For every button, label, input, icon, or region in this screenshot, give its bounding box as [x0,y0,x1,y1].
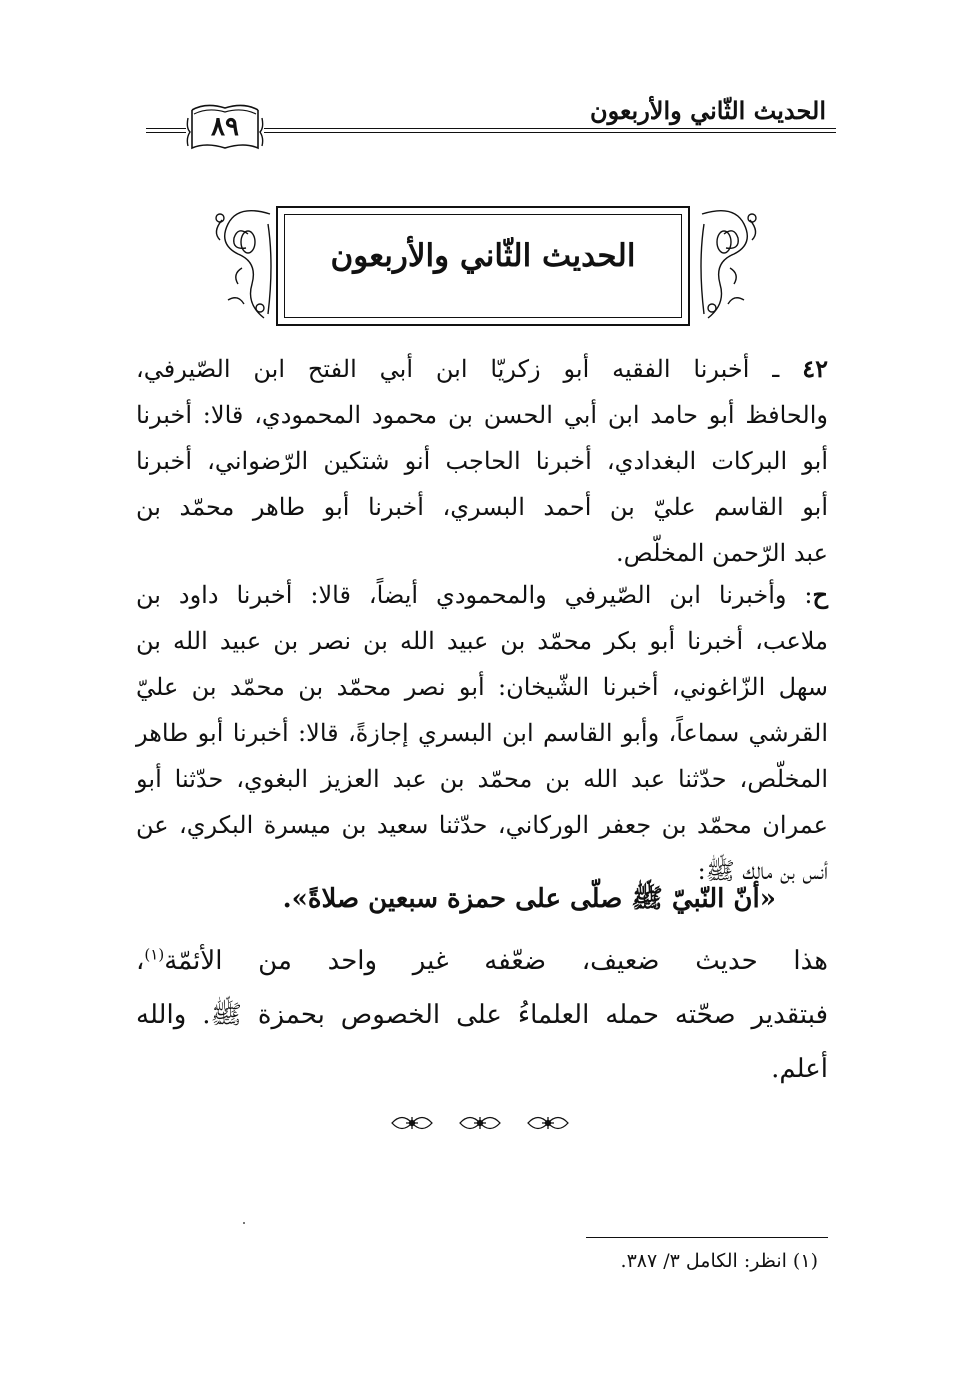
text-line: أبو القاسم عليّ بن أحمد البسري، أخبرنا أبو طاهر محمّد بن [136,493,828,521]
tahwil-marker: ح [812,580,828,609]
footnote: (١) انظر: الكامل ٣/ ٣٨٧. [620,1250,818,1272]
running-title: الحديث الثّاني والأربعون [589,96,826,125]
text-line: القرشي سماعاً، وأبو القاسم ابن البسري إجازةً، قالا: أخبرنا أبو طاهر [136,719,828,747]
text-line: ٤٢ ـ أخبرنا الفقيه أبو زكريّا ابن أبي الفتح ابن الصّيرفي، [136,354,828,383]
floral-ornament-left-icon [208,204,278,328]
text-line: عبد الرّحمن المخلّص. [616,539,828,567]
hadith-matn: «أنّ النّبيّ ﷺ صلّى على حمزة سبعين صلاةً». [282,884,776,914]
chapter-title: الحديث الثّاني والأربعون [330,238,636,274]
page-number-badge [186,98,264,154]
text-line: والحافظ أبو حامد ابن أبي الحسن بن محمود المحمودي، قالا: أخبرنا [136,401,828,429]
scan-speck [243,1222,245,1224]
footnote-rule [586,1237,828,1238]
text-line: أعلم. [771,1054,828,1084]
page-number: ٨٩ [211,112,239,142]
text-line: أنس بن مالك ﷺ: [697,857,828,885]
text-line: أبو البركات البغدادي، أخبرنا الحاجب أنو شتكين الرّضواني، أخبرنا [136,447,828,475]
text-line: هذا حديث ضعيف، ضعّفه غير واحد من الأئمّة$^{(١)}$، [136,945,828,976]
hadith-number: ٤٢ [802,354,828,383]
text-line: عمران محمّد بن جعفر الوركاني، حدّثنا سعيد بن ميسرة البكري، عن [136,811,828,839]
paragraph-isnad-1 [136,346,828,576]
floral-ornament-right-icon [694,204,764,328]
section-divider-ornament-icon [380,1108,580,1138]
chapter-title-frame [276,206,690,326]
paragraph-isnad-2 [136,572,828,894]
text-line: ملاعب، أخبرنا أبو بكر محمّد بن عبيد الله بن نصر بن عبيد الله بن [136,627,828,655]
text-line: المخلّص، حدّثنا عبد الله بن محمّد بن عبد العزيز البغوي، حدّثنا أبو [136,765,828,793]
text-line: سهل الزّاغوني، أخبرنا الشّيخان: أبو نصر محمّد بن محمّد بن عليّ [136,673,828,701]
text-line: ح: وأخبرنا ابن الصّيرفي والمحمودي أيضاً، قالا: أخبرنا داود بن [136,580,828,609]
paragraph-commentary [136,934,828,1096]
footnote-reference[interactable]: (١) [144,945,165,964]
text-line: فبتقدير صحّته حمله العلماءُ على الخصوص بحمزة ﷺ. والله [136,1000,828,1030]
